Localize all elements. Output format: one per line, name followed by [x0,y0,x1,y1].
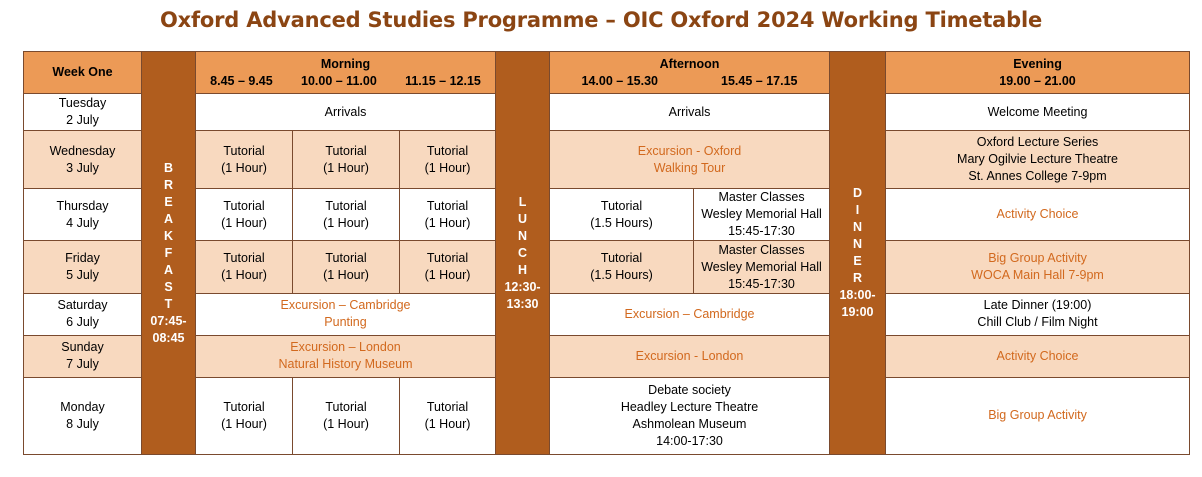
table-row [24,293,1190,335]
timetable [23,51,1190,455]
cell-thu-evening: Activity Choice [886,189,1190,241]
cell-tutorial-long: Tutorial (1.5 Hours) [550,189,694,241]
cell-tutorial: Tutorial (1 Hour) [293,377,400,454]
table-row [24,94,1190,131]
dinner-label: D I N N E R 18:00- 19:00 [839,186,876,319]
afternoon-slot-1: 14.00 – 15.30 [581,73,658,88]
day-cell: Wednesday 3 July [24,131,142,189]
morning-slot-1: 8.45 – 9.45 [210,73,273,88]
cell-mon-evening: Big Group Activity [886,377,1190,454]
table-row [24,335,1190,377]
lunch-column [496,52,550,455]
table-row [24,241,1190,293]
cell-tutorial: Tutorial (1 Hour) [196,189,293,241]
morning-slot-2: 10.00 – 11.00 [301,73,377,88]
page-title: Oxford Advanced Studies Programme – OIC Oxford 2024 Working Timetable [159,8,1043,32]
cell-wed-afternoon: Excursion - Oxford Walking Tour [550,131,830,189]
cell-tutorial: Tutorial (1 Hour) [293,189,400,241]
breakfast-column [142,52,196,455]
cell-sun-afternoon: Excursion - London [550,335,830,377]
header-afternoon: Afternoon 14.00 – 15.30 15.45 – 17.15 [550,52,830,94]
day-cell: Sunday 7 July [24,335,142,377]
header-week: Week One [24,52,142,94]
cell-tutorial: Tutorial (1 Hour) [400,377,496,454]
cell-tutorial: Tutorial (1 Hour) [196,377,293,454]
cell-master-class: Master Classes Wesley Memorial Hall 15:45-17:30 [694,189,830,241]
day-cell: Friday 5 July [24,241,142,293]
header-morning: Morning 8.45 – 9.45 10.00 – 11.00 11.15 – 12.15 [196,52,496,94]
table-row [24,189,1190,241]
cell-tutorial: Tutorial (1 Hour) [196,241,293,293]
cell-tue-afternoon: Arrivals [550,94,830,131]
day-cell: Saturday 6 July [24,293,142,335]
cell-sun-evening: Activity Choice [886,335,1190,377]
day-cell: Monday 8 July [24,377,142,454]
cell-tutorial: Tutorial (1 Hour) [293,131,400,189]
cell-tue-morning: Arrivals [196,94,496,131]
day-cell: Thursday 4 July [24,189,142,241]
cell-mon-afternoon: Debate society Headley Lecture Theatre Ashmolean Museum 14:00-17:30 [550,377,830,454]
header-evening: Evening 19.00 – 21.00 [886,52,1190,94]
cell-tutorial-long: Tutorial (1.5 Hours) [550,241,694,293]
cell-tutorial: Tutorial (1 Hour) [196,131,293,189]
cell-tue-evening: Welcome Meeting [886,94,1190,131]
cell-sat-afternoon: Excursion – Cambridge [550,293,830,335]
cell-fri-evening: Big Group Activity WOCA Main Hall 7-9pm [886,241,1190,293]
cell-sat-morning: Excursion – Cambridge Punting [196,293,496,335]
cell-master-class: Master Classes Wesley Memorial Hall 15:45-17:30 [694,241,830,293]
cell-tutorial: Tutorial (1 Hour) [400,131,496,189]
cell-tutorial: Tutorial (1 Hour) [400,189,496,241]
dinner-column [830,52,886,455]
morning-slot-3: 11.15 – 12.15 [405,73,481,88]
cell-tutorial: Tutorial (1 Hour) [400,241,496,293]
afternoon-slot-2: 15.45 – 17.15 [721,73,798,88]
lunch-label: L U N C H 12:30- 13:30 [504,194,541,311]
table-row [24,131,1190,189]
table-row [24,377,1190,454]
cell-sat-evening: Late Dinner (19:00) Chill Club / Film Night [886,293,1190,335]
cell-sun-morning: Excursion – London Natural History Museum [196,335,496,377]
breakfast-label: B R E A K F A S T 07:45- 08:45 [150,160,187,345]
cell-wed-evening: Oxford Lecture Series Mary Ogilvie Lecture Theatre St. Annes College 7-9pm [886,131,1190,189]
day-cell: Tuesday 2 July [24,94,142,131]
cell-tutorial: Tutorial (1 Hour) [293,241,400,293]
